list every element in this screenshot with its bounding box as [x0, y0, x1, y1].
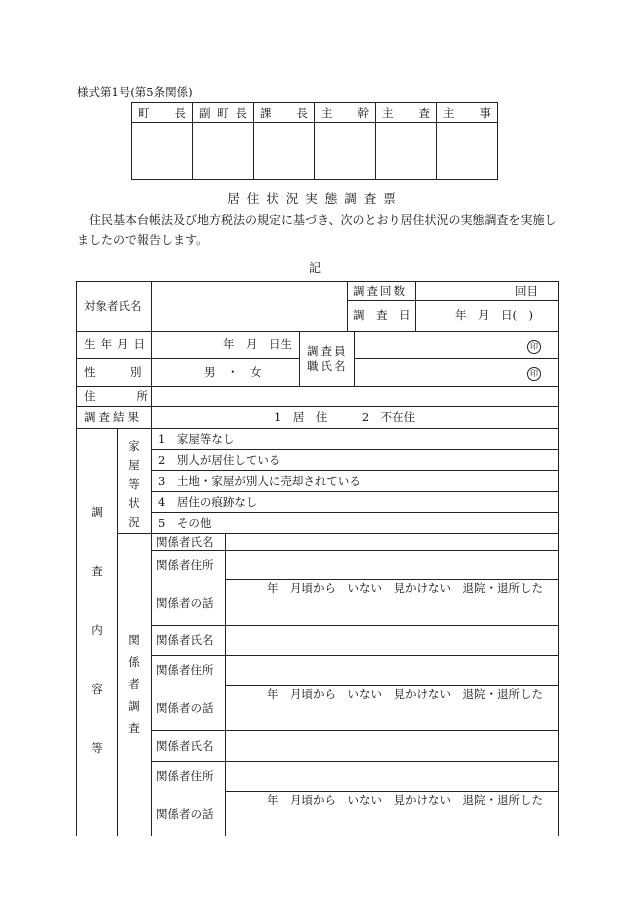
surveyor-label-2: 職氏名 [307, 359, 348, 373]
page-title: 居住状況実態調査票 [227, 191, 403, 206]
stamp-box[interactable] [254, 123, 315, 180]
surveyor-label-1: 調査員 [307, 344, 348, 358]
stamp-box[interactable] [315, 123, 376, 180]
seal-mark-2 [527, 365, 541, 381]
survey-table [76, 281, 559, 836]
address-label: 住 所 [84, 389, 154, 403]
survey-date-value[interactable]: 年 月 日( ) [455, 308, 533, 322]
survey-count-value[interactable]: 回目 [515, 284, 538, 298]
result-value[interactable]: 1 居 住 2 不在住 [274, 410, 416, 424]
seal-icon: 印 [527, 367, 541, 381]
subject-name-field[interactable] [153, 299, 343, 313]
address-field[interactable] [153, 389, 553, 403]
birthdate-label: 生年月日 [84, 337, 150, 351]
related-talk-label: 関係者の話 [156, 596, 214, 610]
house-status-item[interactable]: 3 土地・家屋が別人に売却されている [158, 474, 361, 488]
house-status-item[interactable]: 4 居住の痕跡なし [158, 495, 258, 509]
birthdate-value[interactable]: 年 月 日生 [223, 337, 292, 351]
seal-icon: 印 [527, 340, 541, 354]
stamp-header: 課 長 [254, 103, 315, 123]
gender-value[interactable]: 男 ・ 女 [204, 365, 262, 379]
survey-date-label: 調 査 日 [353, 308, 411, 322]
related-name-label: 関係者氏名 [156, 535, 214, 549]
investigation-label: 調 査 内 容 等 [91, 505, 103, 755]
house-status-label: 家 屋 等 状 況 [128, 439, 140, 529]
talk-options[interactable]: 年 月頃から いない 見かけない 退院・退所した [267, 687, 543, 701]
gender-label: 性 別 [84, 365, 142, 379]
stamp-header: 主 査 [376, 103, 437, 123]
survey-count-label: 調査回数 [353, 284, 407, 298]
related-address-label: 関係者住所 [156, 769, 214, 783]
house-status-item[interactable]: 1 家屋等なし [158, 432, 235, 446]
seal-mark-1 [527, 338, 541, 354]
stamp-box[interactable] [437, 123, 498, 180]
stamp-header: 主 事 [437, 103, 498, 123]
related-talk-label: 関係者の話 [156, 701, 214, 715]
stamp-box[interactable] [376, 123, 437, 180]
related-address-label: 関係者住所 [156, 663, 214, 677]
intro-text: 住民基本台帳法及び地方税法の規定に基づき、次のとおり居住状況の実態調査を実施しましたので報告します。 [77, 213, 557, 247]
stamp-box[interactable] [132, 123, 193, 180]
stamp-header: 主 幹 [315, 103, 376, 123]
stamp-header: 町 長 [132, 103, 193, 123]
related-name-label: 関係者氏名 [156, 633, 214, 647]
related-talk-label: 関係者の話 [156, 807, 214, 821]
approval-stamp-table [131, 102, 498, 180]
related-name-label: 関係者氏名 [156, 739, 214, 753]
form-number: 様式第1号(第5条関係) [77, 85, 193, 99]
related-address-label: 関係者住所 [156, 558, 214, 572]
ki-label: 記 [308, 261, 321, 275]
subject-name-label: 対象者氏名 [84, 299, 142, 313]
house-status-item[interactable]: 5 その他 [158, 516, 212, 530]
talk-options[interactable]: 年 月頃から いない 見かけない 退院・退所した [267, 793, 543, 807]
result-label: 調査結果 [84, 410, 142, 424]
stamp-box[interactable] [193, 123, 254, 180]
related-survey-label: 関 係 者 調 査 [128, 633, 140, 735]
stamp-header: 副 町 長 [193, 103, 254, 123]
talk-options[interactable]: 年 月頃から いない 見かけない 退院・退所した [267, 581, 543, 595]
house-status-item[interactable]: 2 別人が居住している [158, 453, 281, 467]
